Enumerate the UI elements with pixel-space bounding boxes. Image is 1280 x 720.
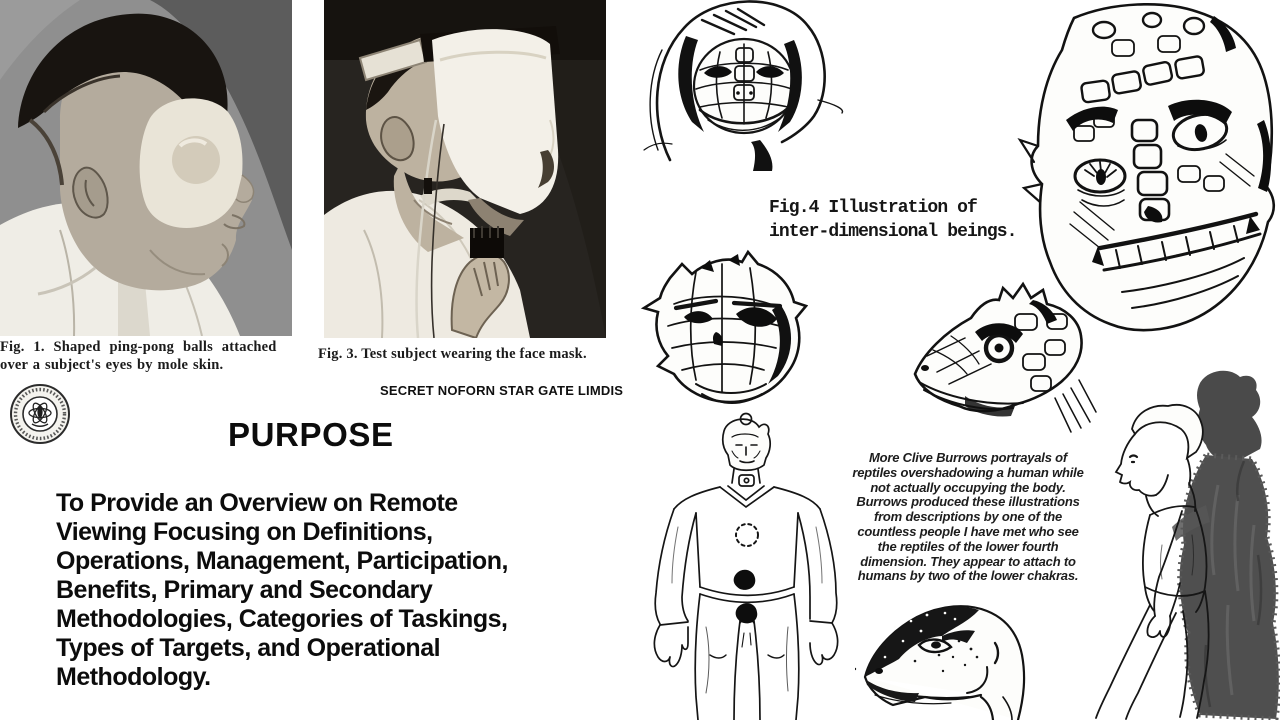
purpose-body xyxy=(56,489,508,692)
fig4-caption-line1: Fig.4 Illustration of xyxy=(769,198,977,218)
burrows-note-line: dimension. They appear to attach to xyxy=(860,553,1076,569)
burrows-note xyxy=(840,451,1096,584)
purpose-line: To Provide an Overview on Remote xyxy=(56,489,458,517)
purpose-line: Types of Targets, and Operational xyxy=(56,634,441,662)
burrows-note-line: the reptiles of the lower fourth xyxy=(877,538,1059,554)
agency-seal-icon xyxy=(8,382,72,446)
hooded-reptilian-sketch xyxy=(642,0,847,172)
fig4-caption xyxy=(769,197,1017,244)
fig3-photo-face-mask xyxy=(324,0,606,338)
purpose-heading: PURPOSE xyxy=(228,416,394,453)
fig4-caption-line2: inter-dimensional beings. xyxy=(769,221,1017,242)
purpose-line: Methodologies, Categories of Taskings, xyxy=(56,605,508,633)
purpose-line: Methodology. xyxy=(56,663,211,691)
burrows-note-line: countless people I have met who see xyxy=(857,523,1079,539)
purpose-line: Benefits, Primary and Secondary xyxy=(56,576,433,604)
reptile-profile-head-sketch xyxy=(903,256,1098,438)
fig1-caption-line1: Fig. 1. Shaped ping-pong balls attached xyxy=(0,339,277,355)
round-reptilian-face-sketch xyxy=(630,244,808,426)
walking-man-with-shadow-sketch xyxy=(1088,365,1280,720)
burrows-note-line: More Clive Burrows portrayals of xyxy=(868,450,1068,465)
fig1-caption xyxy=(0,338,300,374)
burrows-note-line: Burrows produced these illustrations xyxy=(856,494,1080,510)
purpose-line: Viewing Focusing on Definitions, xyxy=(56,518,433,546)
overshadowed-human-figure-sketch xyxy=(636,407,844,720)
fig1-caption-line2: over a subject's eyes by mole skin. xyxy=(0,357,224,373)
smooth-reptile-head-sketch xyxy=(855,597,1050,720)
purpose-line: Operations, Management, Participation, xyxy=(56,547,508,575)
burrows-note-line: humans by two of the lower chakras. xyxy=(857,568,1079,584)
burrows-note-line: reptiles overshadowing a human while xyxy=(852,464,1084,480)
classification-banner: SECRET NOFORN STAR GATE LIMDIS xyxy=(380,383,624,398)
burrows-note-line: not actually occupying the body. xyxy=(870,479,1066,495)
fig1-photo-pingpong-eyes xyxy=(0,0,292,336)
fig3-caption: Fig. 3. Test subject wearing the face mask. xyxy=(318,346,587,362)
burrows-note-line: from descriptions by one of the xyxy=(873,509,1063,525)
